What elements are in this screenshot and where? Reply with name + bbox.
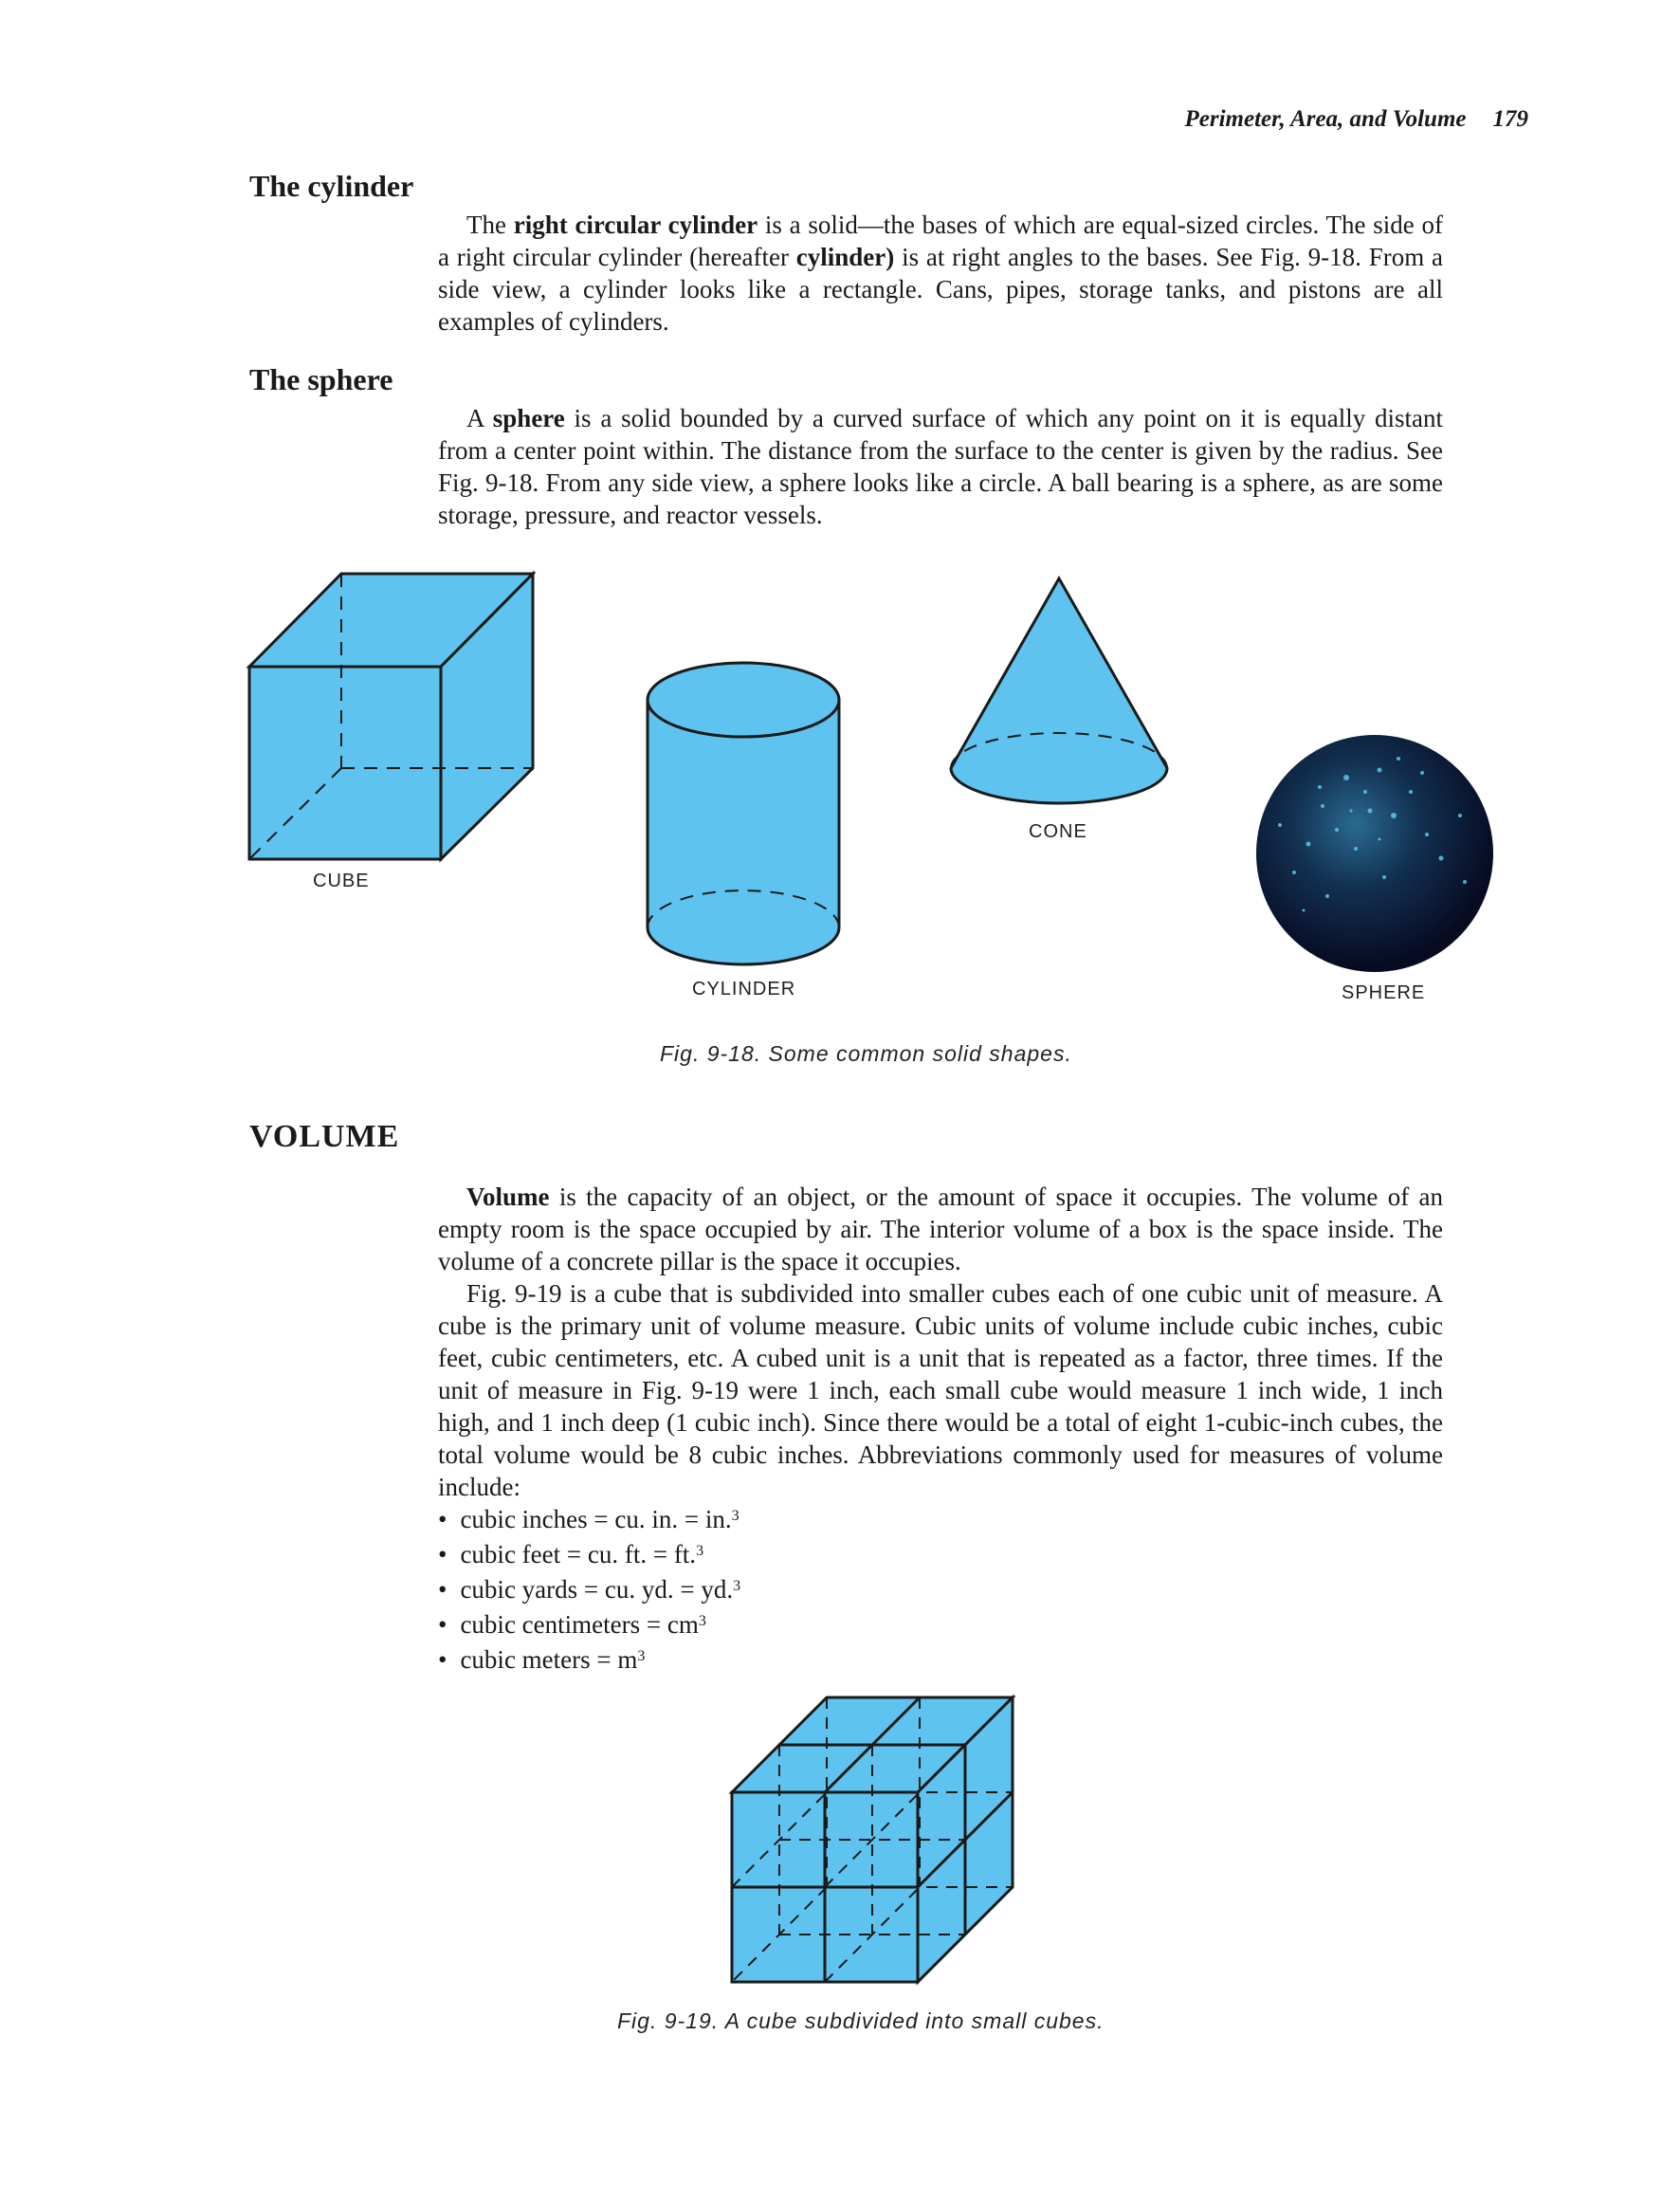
heading-sphere: The sphere — [249, 362, 393, 396]
heading-cylinder: The cylinder — [249, 169, 414, 203]
label-cylinder: CYLINDER — [692, 979, 796, 1000]
list-item-text: cubic yards = cu. yd. = yd. — [460, 1575, 734, 1604]
paragraph-volume-2: Fig. 9-19 is a cube that is subdivided into smaller cubes each of one cubic unit of measure. A cube is the primary unit of volume measure. Cubic units of volume include cubic inches, cubic feet, cubic centimeters, etc. A cubed unit is a unit that is repeated as a factor, three times. If the unit of measure in Fig. 9-19 were 1 inch, each small cube would measure 1 inch wide, 1 inch high, and 1 inch deep (1 cubic inch). Since there would be a total of eight 1-cubic-inch cubes, the total volume would be 8 cubic inches. Abbreviations commonly used for measures of volume include: — [438, 1279, 1443, 1501]
text-run: A — [466, 404, 493, 432]
superscript: 3 — [696, 1543, 704, 1559]
superscript: 3 — [637, 1648, 646, 1664]
heading-volume: VOLUME — [249, 1119, 400, 1154]
text-run: is a solid—the bases of which are equal-sized circles. The side of a right circular cylinder (hereafter — [438, 211, 1443, 271]
text-run: The — [466, 211, 514, 239]
label-cube: CUBE — [313, 871, 370, 891]
term-volume: Volume — [466, 1183, 550, 1211]
term-sphere: sphere — [492, 404, 565, 432]
caption-fig-9-18: Fig. 9-18. Some common solid shapes. — [660, 1041, 1072, 1066]
text-run: is a solid bounded by a curved surface of which any point on it is equally distant from a center point within. The distance from the surface to the center is given by the radius. See Fig. 9-18. From any side view, a sphere looks like a circle. A ball bearing is a sphere, as are some storage, pressure, and reactor vessels. — [438, 404, 1444, 529]
text-run: is at right angles to the bases. See Fig. 9-18. From a side view, a cylinder looks like a rectangle. Cans, pipes, storage tanks, and pistons are all examples of cylinders. — [438, 243, 1444, 336]
list-item-text: cubic inches = cu. in. = in. — [460, 1505, 732, 1533]
caption-fig-9-19: Fig. 9-19. A cube subdivided into small cubes. — [617, 2008, 1105, 2033]
term-right-circular-cylinder: right circular cylinder — [513, 211, 758, 239]
list-item-text: cubic centimeters = cm — [460, 1610, 699, 1639]
superscript: 3 — [733, 1578, 741, 1594]
list-item-text: cubic feet = cu. ft. = ft. — [460, 1540, 697, 1568]
list-item-text: cubic meters = m — [460, 1645, 638, 1674]
superscript: 3 — [698, 1613, 706, 1629]
text-run: is the capacity of an object, or the amount of space it occupies. The volume of an empty room is the space occupied by air. The interior volume of a box is the space inside. The volume of a concrete pillar is the space it occupies. — [438, 1183, 1443, 1275]
running-title: Perimeter, Area, and Volume — [1184, 106, 1467, 132]
label-cone: CONE — [1029, 821, 1087, 842]
label-sphere: SPHERE — [1342, 982, 1426, 1003]
superscript: 3 — [731, 1508, 740, 1524]
page-number: 179 — [1492, 106, 1528, 132]
term-cylinder: cylinder) — [795, 243, 895, 271]
